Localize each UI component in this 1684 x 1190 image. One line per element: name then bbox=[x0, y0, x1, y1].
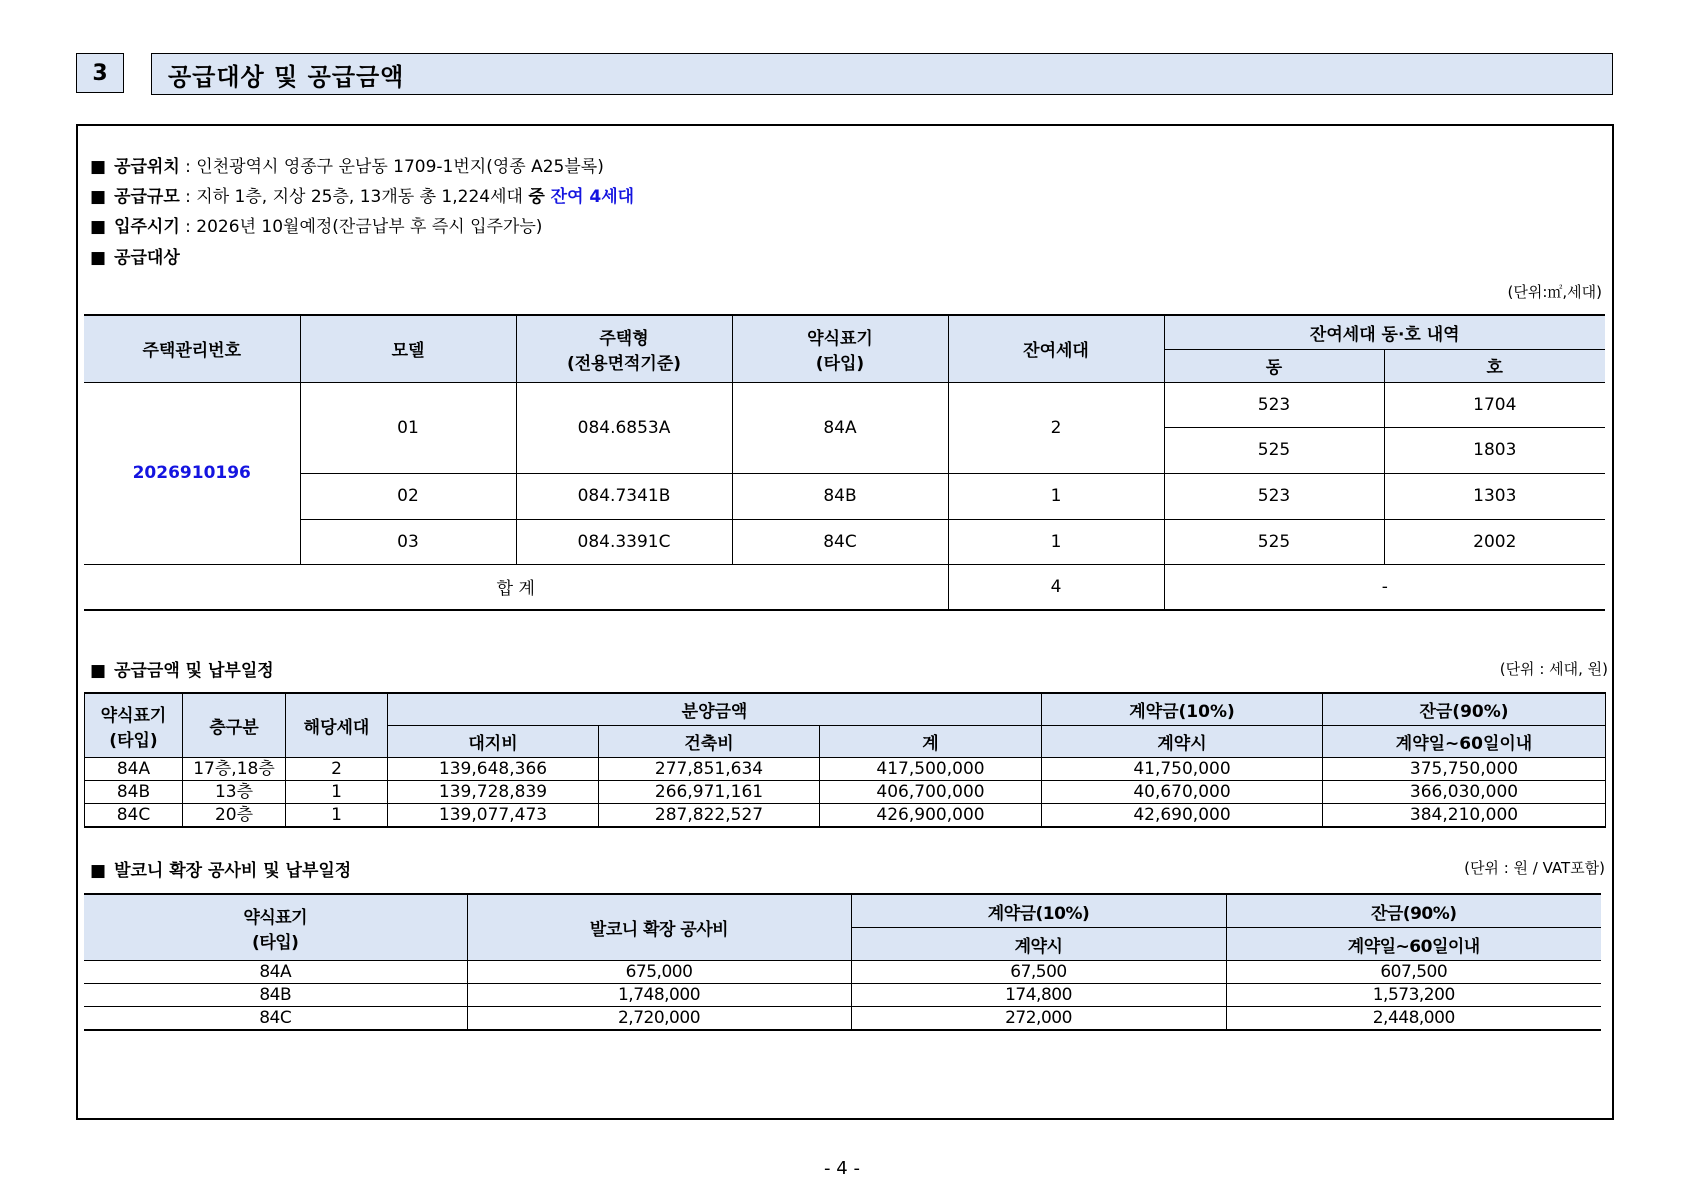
info-location bbox=[90, 155, 604, 179]
type-cell: 084.3391C bbox=[516, 519, 732, 564]
dong-cell: 525 bbox=[1164, 427, 1384, 473]
balance-cell: 366,030,000 bbox=[1323, 781, 1606, 804]
count-cell: 2 bbox=[948, 382, 1164, 473]
header-balance: 잔금(90%) bbox=[1226, 894, 1601, 928]
header-type-line2: (전용면적기준) bbox=[566, 353, 682, 374]
building-cell: 277,851,634 bbox=[599, 758, 820, 781]
ho-cell: 1803 bbox=[1384, 427, 1605, 473]
building-cell: 287,822,527 bbox=[599, 804, 820, 828]
header-sale-price: 분양금액 bbox=[388, 693, 1042, 726]
square-bullet-icon: ■ bbox=[90, 157, 107, 177]
model-cell: 01 bbox=[300, 382, 516, 473]
short-cell: 84B bbox=[85, 781, 183, 804]
info-value: : 인천광역시 영종구 운남동 1709-1번지(영종 A25블록) bbox=[185, 157, 604, 177]
model-cell: 03 bbox=[300, 519, 516, 564]
balance-cell: 375,750,000 bbox=[1323, 758, 1606, 781]
deposit-cell: 41,750,000 bbox=[1042, 758, 1323, 781]
info-label: 입주시기 bbox=[114, 217, 180, 237]
dong-cell: 523 bbox=[1164, 473, 1384, 519]
balcony-unit: (단위 : 원 / VAT포함) bbox=[1464, 859, 1605, 877]
dong-cell: 525 bbox=[1164, 519, 1384, 564]
price-unit: (단위 : 세대, 원) bbox=[1499, 660, 1608, 678]
header-deposit: 계약금(10%) bbox=[851, 894, 1226, 928]
model-cell: 02 bbox=[300, 473, 516, 519]
cost-cell: 675,000 bbox=[467, 961, 851, 984]
header-house-no: 주택관리번호 bbox=[84, 315, 300, 382]
info-highlight: 잔여 4세대 bbox=[550, 187, 635, 207]
short-cell: 84A bbox=[84, 961, 467, 984]
type-cell: 084.7341B bbox=[516, 473, 732, 519]
table-row bbox=[84, 382, 1605, 427]
header-short bbox=[84, 894, 467, 961]
price-subhead bbox=[90, 656, 274, 681]
header-floor: 층구분 bbox=[183, 693, 286, 758]
table-row bbox=[84, 984, 1601, 1007]
header-deposit: 계약금(10%) bbox=[1042, 693, 1323, 726]
balcony-table bbox=[84, 893, 1601, 1031]
table-header-row bbox=[85, 693, 1606, 726]
households-cell: 1 bbox=[286, 781, 388, 804]
square-bullet-icon: ■ bbox=[90, 661, 107, 681]
balcony-title: 발코니 확장 공사비 및 납부일정 bbox=[114, 861, 352, 881]
deposit-cell: 174,800 bbox=[851, 984, 1226, 1007]
short-cell: 84C bbox=[85, 804, 183, 828]
table-header-row bbox=[84, 315, 1605, 349]
header-deposit-sub: 계약시 bbox=[851, 928, 1226, 961]
short-cell: 84C bbox=[732, 519, 948, 564]
info-label: 공급위치 bbox=[114, 157, 180, 177]
header-short-line2: (타입) bbox=[109, 730, 158, 751]
price-title: 공급금액 및 납부일정 bbox=[114, 661, 274, 681]
land-cell: 139,648,366 bbox=[388, 758, 599, 781]
info-label: 공급대상 bbox=[114, 248, 180, 268]
ho-cell: 1704 bbox=[1384, 382, 1605, 427]
supply-table bbox=[84, 314, 1605, 611]
balance-cell: 607,500 bbox=[1226, 961, 1601, 984]
land-cell: 139,077,473 bbox=[388, 804, 599, 828]
header-balance-sub: 계약일~60일이내 bbox=[1226, 928, 1601, 961]
page-number: - 4 - bbox=[824, 1158, 860, 1179]
total-cell: 426,900,000 bbox=[820, 804, 1042, 828]
header-type-line1: 주택형 bbox=[599, 328, 649, 349]
count-cell: 1 bbox=[948, 519, 1164, 564]
balance-cell: 384,210,000 bbox=[1323, 804, 1606, 828]
header-detail: 잔여세대 동·호 내역 bbox=[1164, 315, 1605, 349]
ho-cell: 2002 bbox=[1384, 519, 1605, 564]
header-short-line2: (타입) bbox=[815, 353, 865, 374]
header-households: 해당세대 bbox=[286, 693, 388, 758]
floor-cell: 17층,18층 bbox=[183, 758, 286, 781]
header-land: 대지비 bbox=[388, 726, 599, 758]
deposit-cell: 42,690,000 bbox=[1042, 804, 1323, 828]
balance-cell: 2,448,000 bbox=[1226, 1007, 1601, 1031]
header-short bbox=[85, 693, 183, 758]
info-label: 공급규모 bbox=[114, 187, 180, 207]
table-header-row bbox=[84, 894, 1601, 928]
households-cell: 2 bbox=[286, 758, 388, 781]
info-middle: 중 bbox=[528, 187, 551, 207]
total-count: 4 bbox=[948, 564, 1164, 610]
total-detail: - bbox=[1164, 564, 1605, 610]
short-cell: 84C bbox=[84, 1007, 467, 1031]
header-short-line2: (타입) bbox=[252, 932, 299, 953]
info-movein bbox=[90, 215, 542, 239]
header-short-line1: 약식표기 bbox=[807, 328, 873, 349]
short-cell: 84B bbox=[84, 984, 467, 1007]
supply-unit: (단위:㎡,세대) bbox=[1507, 283, 1602, 301]
square-bullet-icon: ■ bbox=[90, 217, 107, 237]
dong-cell: 523 bbox=[1164, 382, 1384, 427]
cost-cell: 2,720,000 bbox=[467, 1007, 851, 1031]
cost-cell: 1,748,000 bbox=[467, 984, 851, 1007]
header-cost: 발코니 확장 공사비 bbox=[467, 894, 851, 961]
deposit-cell: 272,000 bbox=[851, 1007, 1226, 1031]
header-balance: 잔금(90%) bbox=[1323, 693, 1606, 726]
header-ho: 호 bbox=[1384, 349, 1605, 382]
short-cell: 84A bbox=[732, 382, 948, 473]
header-building: 건축비 bbox=[599, 726, 820, 758]
short-cell: 84A bbox=[85, 758, 183, 781]
table-row bbox=[85, 804, 1606, 828]
square-bullet-icon: ■ bbox=[90, 248, 107, 268]
total-row bbox=[84, 564, 1605, 610]
count-cell: 1 bbox=[948, 473, 1164, 519]
total-cell: 406,700,000 bbox=[820, 781, 1042, 804]
deposit-cell: 40,670,000 bbox=[1042, 781, 1323, 804]
ho-cell: 1303 bbox=[1384, 473, 1605, 519]
balcony-subhead bbox=[90, 856, 351, 881]
header-remaining: 잔여세대 bbox=[948, 315, 1164, 382]
type-cell: 084.6853A bbox=[516, 382, 732, 473]
table-row bbox=[84, 473, 1605, 519]
table-row bbox=[84, 961, 1601, 984]
info-scale bbox=[90, 185, 634, 209]
total-cell: 417,500,000 bbox=[820, 758, 1042, 781]
building-cell: 266,971,161 bbox=[599, 781, 820, 804]
info-value: : 2026년 10월예정(잔금납부 후 즉시 입주가능) bbox=[185, 217, 543, 237]
deposit-cell: 67,500 bbox=[851, 961, 1226, 984]
balance-cell: 1,573,200 bbox=[1226, 984, 1601, 1007]
households-cell: 1 bbox=[286, 804, 388, 828]
section-number: 3 bbox=[76, 53, 124, 93]
header-short-line1: 약식표기 bbox=[100, 705, 167, 726]
table-row bbox=[84, 519, 1605, 564]
table-row bbox=[85, 758, 1606, 781]
header-short bbox=[732, 315, 948, 382]
floor-cell: 20층 bbox=[183, 804, 286, 828]
header-balance-sub: 계약일~60일이내 bbox=[1323, 726, 1606, 758]
section-title: 공급대상 및 공급금액 bbox=[151, 53, 1613, 95]
floor-cell: 13층 bbox=[183, 781, 286, 804]
header-dong: 동 bbox=[1164, 349, 1384, 382]
land-cell: 139,728,839 bbox=[388, 781, 599, 804]
header-type bbox=[516, 315, 732, 382]
header-model: 모델 bbox=[300, 315, 516, 382]
house-no-cell: 2026910196 bbox=[84, 382, 300, 564]
total-label: 합 계 bbox=[84, 564, 948, 610]
price-table bbox=[84, 692, 1606, 828]
table-row bbox=[85, 781, 1606, 804]
short-cell: 84B bbox=[732, 473, 948, 519]
square-bullet-icon: ■ bbox=[90, 861, 107, 881]
info-value: : 지하 1층, 지상 25층, 13개동 총 1,224세대 bbox=[185, 187, 529, 207]
square-bullet-icon: ■ bbox=[90, 187, 107, 207]
info-target bbox=[90, 246, 180, 270]
table-row bbox=[84, 1007, 1601, 1031]
header-total: 계 bbox=[820, 726, 1042, 758]
header-short-line1: 약식표기 bbox=[243, 907, 308, 928]
header-deposit-sub: 계약시 bbox=[1042, 726, 1323, 758]
